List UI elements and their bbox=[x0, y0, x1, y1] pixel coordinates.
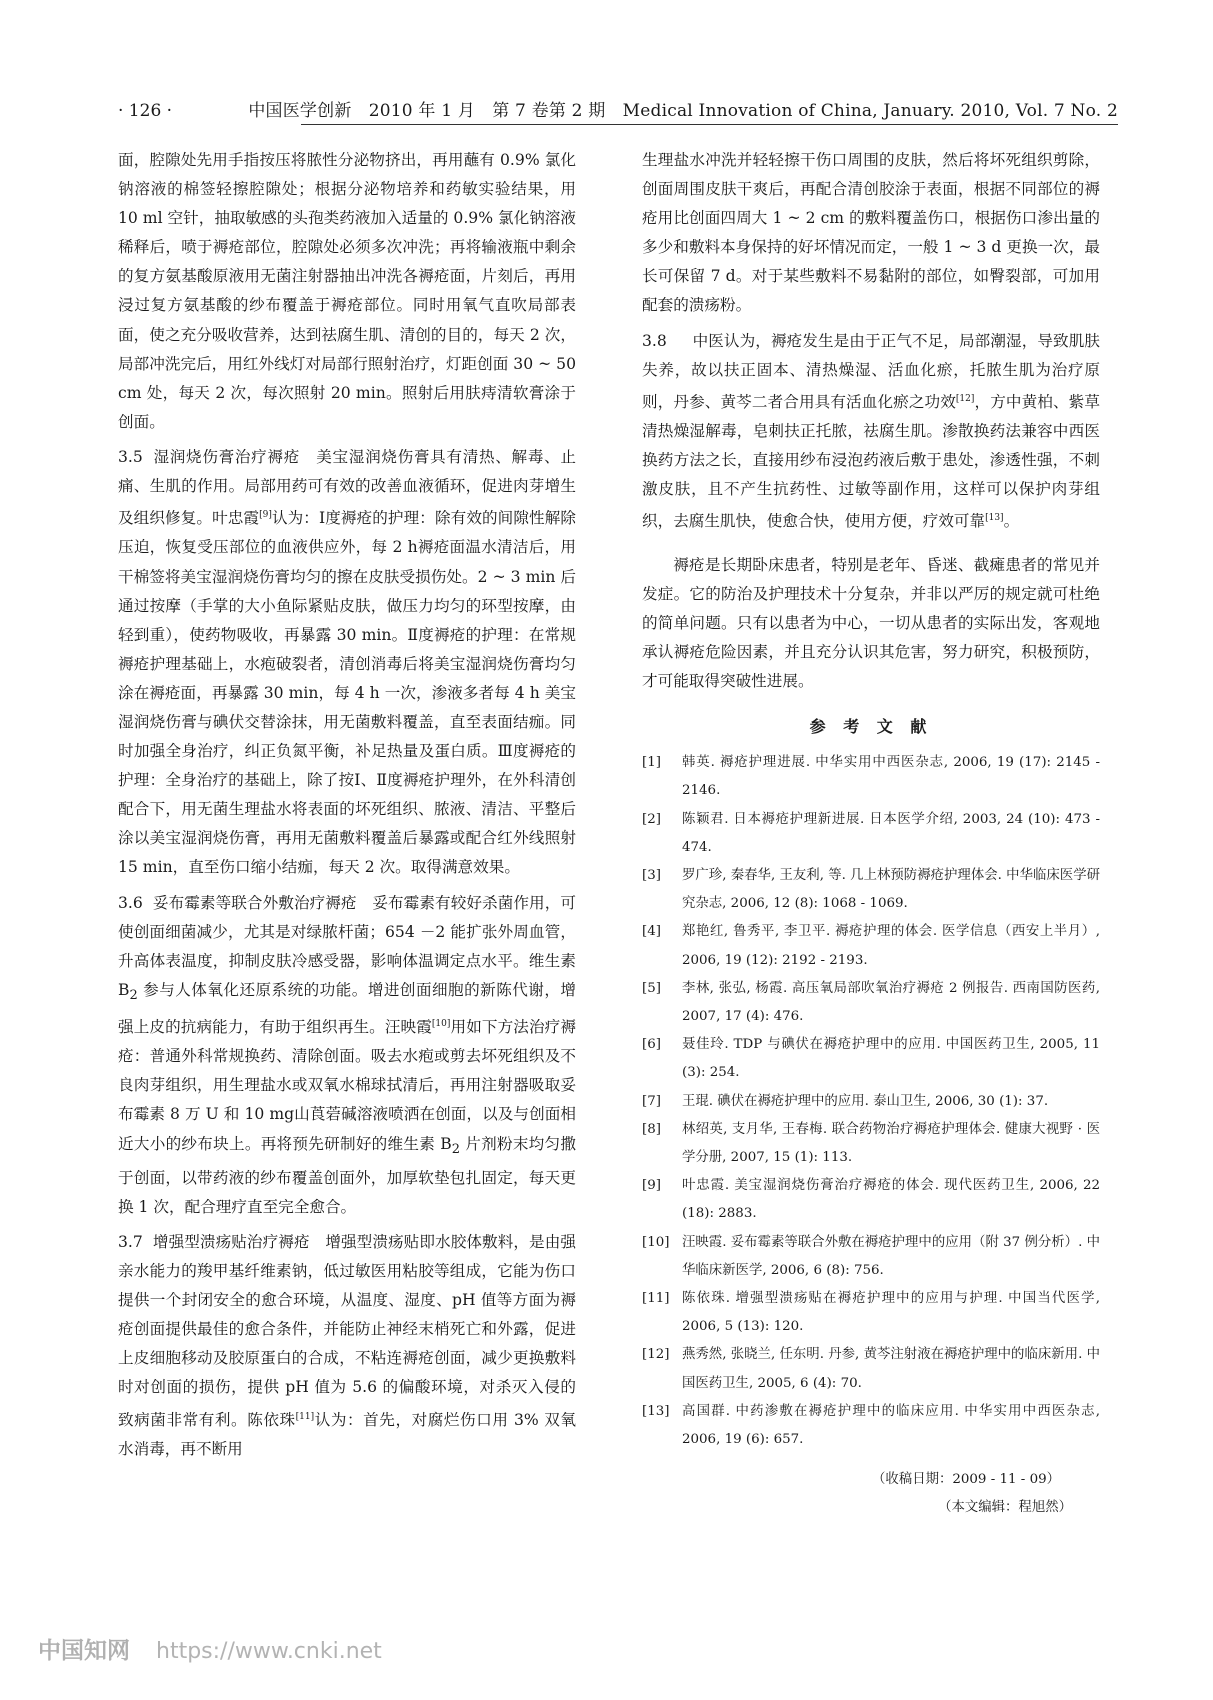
paragraph-continued: 面，腔隙处先用手指按压将脓性分泌物挤出，再用蘸有 0.9% 氯化钠溶液的棉签轻擦腔隙处；根据分泌物培养和药敏实验结果，用 10 ml 空针，抽取敏感的头孢类药液加入适量的 0.9% 氯化钠溶液稀释后，喷于褥疮部位，腔隙处必须多次冲洗；再将输液瓶中剩余的复方氨基酸原液用无菌注射器抽出冲洗各褥疮面，片刻后，再用浸过复方氨基酸的纱布覆盖于褥疮部位。同时用氧气直吹局部表面，使之充分吸收营养，达到祛腐生肌、清创的目的，每天 2 次，局部冲洗完后，用红外线灯对局部行照射治疗，灯距创面 30 ~ 50 cm 处，每天 2 次，每次照射 20 min。照射后用肤痔清软膏涂于创面。 bbox=[118, 151, 576, 431]
section-title: 增强型溃疡贴治疗褥疮 bbox=[152, 1232, 310, 1251]
right-column bbox=[642, 146, 1100, 1522]
reference-item: [5] 李林, 张弘, 杨霞. 高压氧局部吹氧治疗褥疮 2 例报告. 西南国防医药, 2007, 17 (4): 476. bbox=[642, 980, 1100, 1024]
journal-citation: 中国医学创新 2010 年 1 月 第 7 卷第 2 期 Medical Innovation of China, January. 2010, Vol. 7 No. 2 bbox=[248, 101, 1118, 121]
citation-ref: [10] bbox=[431, 1019, 451, 1030]
citation-ref: [11] bbox=[295, 1411, 315, 1422]
reference-item: [12] 燕秀然, 张晓兰, 任东明. 丹参, 黄芩注射液在褥疮护理中的临床新用. 中国医药卫生, 2005, 6 (4): 70. bbox=[642, 1347, 1100, 1391]
reference-item: [9] 叶忠霞. 美宝湿润烧伤膏治疗褥疮的体会. 现代医药卫生, 2006, 22 (18): 2883. bbox=[642, 1178, 1100, 1222]
page-number: · 126 · bbox=[118, 101, 173, 121]
references-heading: 参 考 文 献 bbox=[809, 717, 933, 737]
header-rule bbox=[301, 124, 1118, 125]
section-title: 妥布霉素等联合外敷治疗褥疮 bbox=[152, 893, 357, 912]
reference-item: [2] 陈颖君. 日本褥疮护理新进展. 日本医学介绍, 2003, 24 (10): 473 - 474. bbox=[642, 811, 1100, 855]
reference-item: [8] 林绍英, 支月华, 王春梅. 联合药物治疗褥疮护理体会. 健康大视野 · 医学分册, 2007, 15 (1): 113. bbox=[642, 1121, 1100, 1165]
cnki-logo: 中国知网 bbox=[38, 1638, 130, 1664]
section-number: 3.6 bbox=[118, 893, 143, 912]
section-title: 湿润烧伤膏治疗褥疮 bbox=[152, 447, 300, 466]
reference-item: [11] 陈依珠. 增强型溃疡贴在褥疮护理中的应用与护理. 中国当代医学, 2006, 5 (13): 120. bbox=[642, 1291, 1100, 1335]
running-header bbox=[118, 96, 1118, 126]
paragraph-continued: 生理盐水冲洗并轻轻擦干伤口周围的皮肤，然后将坏死组织剪除，创面周围皮肤干爽后，再配合清创胶涂于表面，根据不同部位的褥疮用比创面四周大 1 ~ 2 cm 的敷料覆盖伤口，根据伤口渗出量的多少和敷料本身保持的好坏情况而定，一般 1 ~ 3 d 更换一次，最长可保留 7 d。对于某些敷料不易黏附的部位，如臀裂部，可加用配套的溃疡粉。 bbox=[642, 151, 1100, 315]
references-list bbox=[642, 749, 1100, 1454]
conclusion-paragraph: 褥疮是长期卧床患者，特别是老年、昏迷、截瘫患者的常见并发症。它的防治及护理技术十分复杂，并非以严厉的规定就可杜绝的简单问题。只有以患者为中心，一切从患者的实际出发，客观地承认褥疮危险因素，并且充分认识其危害，努力研究，积极预防，才可能取得突破性进展。 bbox=[642, 555, 1100, 690]
section-number: 3.8 bbox=[642, 331, 667, 350]
citation-ref: [12] bbox=[955, 393, 975, 404]
citation-ref: [13] bbox=[985, 513, 1004, 524]
reference-item: [13] 高国群. 中药渗敷在褥疮护理中的临床应用. 中华实用中西医杂志, 2006, 19 (6): 657. bbox=[642, 1403, 1100, 1448]
reference-item: [4] 郑艳红, 鲁秀平, 李卫平. 褥疮护理的体会. 医学信息（西安上半月）, 2006, 19 (12): 2192 - 2193. bbox=[642, 924, 1100, 968]
section-number: 3.7 bbox=[118, 1232, 143, 1251]
section-3-5: 3.5 湿润烧伤膏治疗褥疮 美宝湿润烧伤膏具有清热、解毒、止痛、生肌的作用。局部用药可有效的改善血液循环，促进肉芽增生及组织修复。叶忠霞[9]认为：Ⅰ度褥疮的护理：除有效的间隙性解除压迫，恢复受压部位的血液供应外，每 2 h褥疮面温水清洁后，用干棉签将美宝湿润烧伤膏均匀的擦在皮肤受损伤处。2 ~ 3 min 后通过按摩（手掌的大小鱼际紧贴皮肤，做压力均匀的环型按摩，由轻到重），使药物吸收，再暴露 30 min。Ⅱ度褥疮的护理：在常规褥疮护理基础上，水疱破裂者，清创消毒后将美宝湿润烧伤膏均匀涂在褥疮面，再暴露 30 min，每 4 h 一次，渗液多者每 4 h 美宝湿润烧伤膏与碘伏交替涂抹，用无菌敷料覆盖，直至表面结痂。同时加强全身治疗，纠正负氮平衡，补足热量及蛋白质。Ⅲ度褥疮的护理：全身治疗的基础上，除了按Ⅰ、Ⅱ度褥疮护理外，在外科清创配合下，用无菌生理盐水将表面的坏死组织、脓液、清洁、平整后涂以美宝湿润烧伤膏，再用无菌敷料覆盖后暴露或配合红外线照射 15 min，直至伤口缩小结痂，每天 2 次。取得满意效果。 bbox=[118, 447, 576, 877]
reference-item: [6] 聂佳玲. TDP 与碘伏在褥疮护理中的应用. 中国医药卫生, 2005, 11 (3): 254. bbox=[642, 1037, 1100, 1081]
reference-item: [7] 王琨. 碘伏在褥疮护理中的应用. 泰山卫生, 2006, 30 (1): 37. bbox=[642, 1093, 1049, 1109]
reference-item: [3] 罗广珍, 秦春华, 王友利, 等. 几上林预防褥疮护理体会. 中华临床医学研究杂志, 2006, 12 (8): 1068 - 1069. bbox=[642, 867, 1100, 912]
received-date: （收稿日期：2009 - 11 - 09） bbox=[872, 1472, 1060, 1488]
citation-ref: [9] bbox=[259, 510, 272, 521]
left-column bbox=[118, 146, 576, 1464]
editor-credit: （本文编辑：程旭然） bbox=[938, 1500, 1072, 1516]
source-watermark bbox=[38, 1633, 382, 1669]
section-3-8: 3.8 中医认为，褥疮发生是由于正气不足，局部潮湿，导致肌肤失养，故以扶正固本、清热燥湿、活血化瘀，托脓生肌为治疗原则，丹参、黄芩二者合用具有活血化瘀之功效[12]，方中黄柏、紫草清热燥湿解毒，皂刺扶正托脓，祛腐生肌。渗散换药法兼容中西医换药方法之长，直接用纱布浸泡药液后敷于患处，渗透性强，不刺激皮肤，且不产生抗药性、过敏等副作用，这样可以保护肉芽组织，去腐生肌快，使愈合快，使用方便，疗效可靠[13]。 bbox=[642, 331, 1100, 531]
section-3-7: 3.7 增强型溃疡贴治疗褥疮 增强型溃疡贴即水胶体敷料，是由强亲水能力的羧甲基纤维素钠，低过敏医用粘胶等组成，它能为伤口提供一个封闭安全的愈合环境，从温度、湿度、pH 值等方面为褥疮创面提供最佳的愈合条件，并能防止神经末梢死亡和外露，促进上皮细胞移动及胶原蛋白的合成，不粘连褥疮创面，减少更换敷料时对创面的损伤，提供 pH 值为 5.6 的偏酸环境，对杀灭入侵的致病菌非常有利。陈依珠[11]认为：首先，对腐烂伤口用 3% 双氧水消毒，再不断用 bbox=[118, 1232, 576, 1458]
cnki-url[interactable]: https://www.cnki.net bbox=[156, 1639, 382, 1664]
reference-item: [10] 汪映霞. 妥布霉素等联合外敷在褥疮护理中的应用（附 37 例分析）. 中华临床新医学, 2006, 6 (8): 756. bbox=[642, 1234, 1100, 1278]
section-number: 3.5 bbox=[118, 447, 143, 466]
section-3-6: 3.6 妥布霉素等联合外敷治疗褥疮 妥布霉素有较好杀菌作用，可使创面细菌减少，尤其是对绿脓杆菌；654 －2 能扩张外周血管，升高体表温度，抑制皮肤冷感受器，影响体温调定点水平。维生素 $B_2$ 参与人体氧化还原系统的功能。增进创面细胞的新陈代谢，增强上皮的抗病能力，有助于组织再生。汪映霞[10]用如下方法治疗褥疮：普通外科常规换药、清除创面。吸去水疱或剪去坏死组织及不良肉芽组织，用生理盐水或双氧水棉球拭清后，再用注射器吸取妥布霉素 8 万 U 和 10 mg山莨菪碱溶液喷洒在创面，以及与创面相近大小的纱布块上。再将预先研制好的维生素 $B_2$ 片剂粉末均匀撒于创面，以带药液的纱布覆盖创面外，加厚软垫包扎固定，每天更换 1 次，配合理疗直至完全愈合。 bbox=[118, 893, 576, 1216]
reference-item: [1] 韩英. 褥疮护理进展. 中华实用中西医杂志, 2006, 19 (17): 2145 - 2146. bbox=[642, 755, 1100, 799]
